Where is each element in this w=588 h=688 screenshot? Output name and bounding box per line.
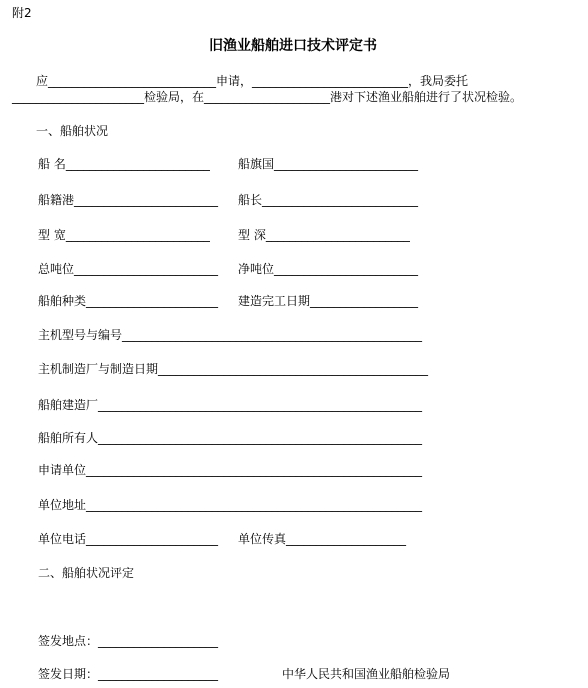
- fax-field: 单位传真____________________: [238, 532, 407, 546]
- issuer-name: 中华人民共和国渔业船舶检验局: [282, 667, 451, 681]
- intro-line-2: ______________________检验局，在_____________________港对下述渔业船舶进行了状况检验。: [12, 90, 523, 104]
- applicant-address-field: 单位地址________________________________________________________: [38, 498, 423, 512]
- applicant-field: 申请单位________________________________________________________: [38, 463, 423, 477]
- attachment-label: 附2: [12, 6, 32, 20]
- port-of-registry-field: 船籍港________________________: [38, 193, 219, 207]
- ship-name-field: 船 名________________________: [38, 157, 210, 171]
- moulded-breadth-field: 型 宽________________________: [38, 228, 210, 242]
- ship-type-field: 船舶种类______________________: [38, 294, 219, 308]
- net-tonnage-field: 净吨位________________________: [238, 262, 419, 276]
- shipyard-field: 船舶建造厂______________________________________________________: [38, 398, 423, 412]
- issue-date-field: 签发日期：____________________: [38, 667, 219, 681]
- moulded-depth-field: 型 深________________________: [238, 228, 410, 242]
- engine-manufacturer-field: 主机制造厂与制造日期_____________________________________________: [38, 362, 429, 376]
- section-2-heading: 二、船舶状况评定: [38, 566, 135, 580]
- main-engine-model-field: 主机型号与编号__________________________________________________: [38, 328, 423, 342]
- ship-length-field: 船长__________________________: [238, 193, 419, 207]
- intro-line-1: 应____________________________申请，__________________________，我局委托: [36, 74, 469, 88]
- ship-owner-field: 船舶所有人______________________________________________________: [38, 431, 423, 445]
- gross-tonnage-field: 总吨位________________________: [38, 262, 219, 276]
- section-1-heading: 一、船舶状况: [36, 124, 109, 138]
- completion-date-field: 建造完工日期__________________: [238, 294, 419, 308]
- document-title: 旧渔业船舶进口技术评定书: [209, 38, 377, 54]
- flag-state-field: 船旗国________________________: [238, 157, 419, 171]
- issue-place-field: 签发地点：____________________: [38, 634, 219, 648]
- phone-field: 单位电话______________________: [38, 532, 219, 546]
